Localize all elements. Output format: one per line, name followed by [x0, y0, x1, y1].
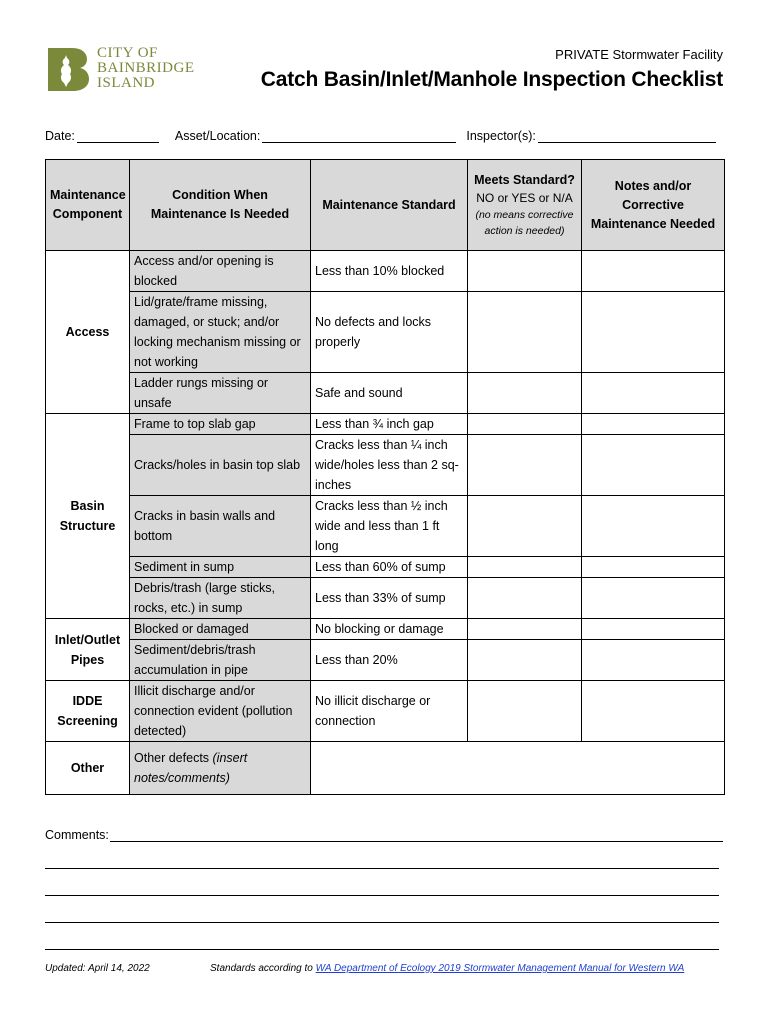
- standard-cell: No defects and locks properly: [311, 292, 468, 373]
- comments-line-2[interactable]: [45, 842, 719, 869]
- other-condition-note: (insert notes/comments): [134, 751, 248, 785]
- table-row: [46, 496, 725, 557]
- condition-cell: Ladder rungs missing or unsafe: [130, 373, 311, 414]
- component-other: Other: [46, 742, 130, 795]
- meets-standard-cell[interactable]: [468, 251, 582, 292]
- notes-cell[interactable]: [582, 578, 725, 619]
- meets-standard-cell[interactable]: [468, 414, 582, 435]
- notes-cell[interactable]: [582, 414, 725, 435]
- date-field[interactable]: [77, 131, 159, 143]
- component-access: Access: [46, 251, 130, 414]
- meets-standard-cell[interactable]: [468, 373, 582, 414]
- table-row: [46, 557, 725, 578]
- comments-label: Comments:: [45, 828, 109, 842]
- table-row: [46, 435, 725, 496]
- ecology-manual-link[interactable]: WA Department of Ecology 2019 Stormwater Management Manual for Western WA: [315, 963, 685, 974]
- meets-standard-cell[interactable]: [468, 435, 582, 496]
- condition-cell: Illicit discharge and/or connection evident (pollution detected): [130, 681, 311, 742]
- component-inlet-outlet-pipes: Inlet/Outlet Pipes: [46, 619, 130, 681]
- header-condition: Condition When Maintenance Is Needed: [130, 160, 311, 251]
- meets-standard-note: (no means corrective action is needed): [475, 209, 574, 237]
- notes-cell[interactable]: [582, 640, 725, 681]
- table-row: [46, 414, 725, 435]
- standard-cell: Cracks less than ½ inch wide and less than 1 ft long: [311, 496, 468, 557]
- document-title: Catch Basin/Inlet/Manhole Inspection Checklist: [260, 68, 723, 91]
- document-header: [261, 46, 723, 94]
- logo-line-1: CITY OF: [97, 45, 158, 61]
- header-maintenance-component: Maintenance Component: [46, 160, 130, 251]
- header-maintenance-standard: Maintenance Standard: [311, 160, 468, 251]
- notes-cell[interactable]: [582, 251, 725, 292]
- meets-standard-cell[interactable]: [468, 619, 582, 640]
- condition-cell: Access and/or opening is blocked: [130, 251, 311, 292]
- standard-cell: Less than ¾ inch gap: [311, 414, 468, 435]
- table-row: [46, 640, 725, 681]
- table-row: [46, 251, 725, 292]
- standard-cell: Safe and sound: [311, 373, 468, 414]
- comments-line-4[interactable]: [45, 896, 719, 923]
- condition-cell: Sediment/debris/trash accumulation in pipe: [130, 640, 311, 681]
- meets-standard-cell[interactable]: [468, 640, 582, 681]
- comments-line-1[interactable]: [110, 830, 723, 842]
- asset-location-field[interactable]: [262, 131, 456, 143]
- condition-cell: Debris/trash (large sticks, rocks, etc.) in sump: [130, 578, 311, 619]
- header-notes: Notes and/or Corrective Maintenance Needed: [582, 160, 725, 251]
- table-row: [46, 373, 725, 414]
- logo-line-3: ISLAND: [97, 75, 155, 91]
- inspection-checklist-table: [45, 159, 725, 795]
- standard-cell: Less than 33% of sump: [311, 578, 468, 619]
- notes-cell[interactable]: [582, 681, 725, 742]
- condition-cell: Sediment in sump: [130, 557, 311, 578]
- meets-standard-cell[interactable]: [468, 578, 582, 619]
- notes-cell[interactable]: [582, 435, 725, 496]
- comments-line-5[interactable]: [45, 923, 719, 950]
- meets-standard-cell[interactable]: [468, 292, 582, 373]
- meets-standard-cell[interactable]: [468, 681, 582, 742]
- condition-cell: Frame to top slab gap: [130, 414, 311, 435]
- condition-cell: Blocked or damaged: [130, 619, 311, 640]
- standards-note: [210, 963, 684, 974]
- standard-cell: Less than 10% blocked: [311, 251, 468, 292]
- comments-line-3[interactable]: [45, 869, 719, 896]
- meets-standard-cell[interactable]: [468, 496, 582, 557]
- other-notes-cell[interactable]: [311, 742, 725, 795]
- header-fields: [45, 125, 723, 143]
- notes-cell[interactable]: [582, 496, 725, 557]
- standard-cell: No illicit discharge or connection: [311, 681, 468, 742]
- condition-cell: Cracks in basin walls and bottom: [130, 496, 311, 557]
- table-header-row: [46, 160, 725, 251]
- notes-cell[interactable]: [582, 619, 725, 640]
- meets-standard-options: NO or YES or N/A: [476, 191, 573, 205]
- standards-prefix: Standards according to: [210, 963, 316, 974]
- inspector-field[interactable]: [538, 131, 716, 143]
- component-idde-screening: IDDE Screening: [46, 681, 130, 742]
- meets-standard-title: Meets Standard?: [474, 173, 575, 187]
- table-row: [46, 619, 725, 640]
- table-row: [46, 742, 725, 795]
- inspector-label: Inspector(s):: [466, 129, 536, 143]
- comments-section: [45, 826, 723, 950]
- condition-cell: Lid/grate/frame missing, damaged, or stuck; and/or locking mechanism missing or not working: [130, 292, 311, 373]
- updated-date: Updated: April 14, 2022: [45, 963, 150, 974]
- document-subtitle: PRIVATE Stormwater Facility: [555, 47, 723, 62]
- notes-cell[interactable]: [582, 373, 725, 414]
- asset-location-label: Asset/Location:: [174, 129, 261, 143]
- condition-cell: Cracks/holes in basin top slab: [130, 435, 311, 496]
- table-row: [46, 292, 725, 373]
- other-condition-text: Other defects: [134, 751, 213, 765]
- standard-cell: Cracks less than ¼ inch wide/holes less than 2 sq-inches: [311, 435, 468, 496]
- city-logo: [45, 46, 205, 94]
- table-row: [46, 681, 725, 742]
- bainbridge-b-logo-icon: [45, 46, 91, 92]
- logo-line-2: BAINBRIDGE: [97, 60, 195, 76]
- notes-cell[interactable]: [582, 292, 725, 373]
- header-meets-standard: [468, 160, 582, 251]
- meets-standard-cell[interactable]: [468, 557, 582, 578]
- table-row: [46, 578, 725, 619]
- notes-cell[interactable]: [582, 557, 725, 578]
- standard-cell: Less than 20%: [311, 640, 468, 681]
- standard-cell: No blocking or damage: [311, 619, 468, 640]
- component-basin-structure: Basin Structure: [46, 414, 130, 619]
- date-label: Date:: [45, 129, 75, 143]
- standard-cell: Less than 60% of sump: [311, 557, 468, 578]
- condition-cell-other: [130, 742, 311, 795]
